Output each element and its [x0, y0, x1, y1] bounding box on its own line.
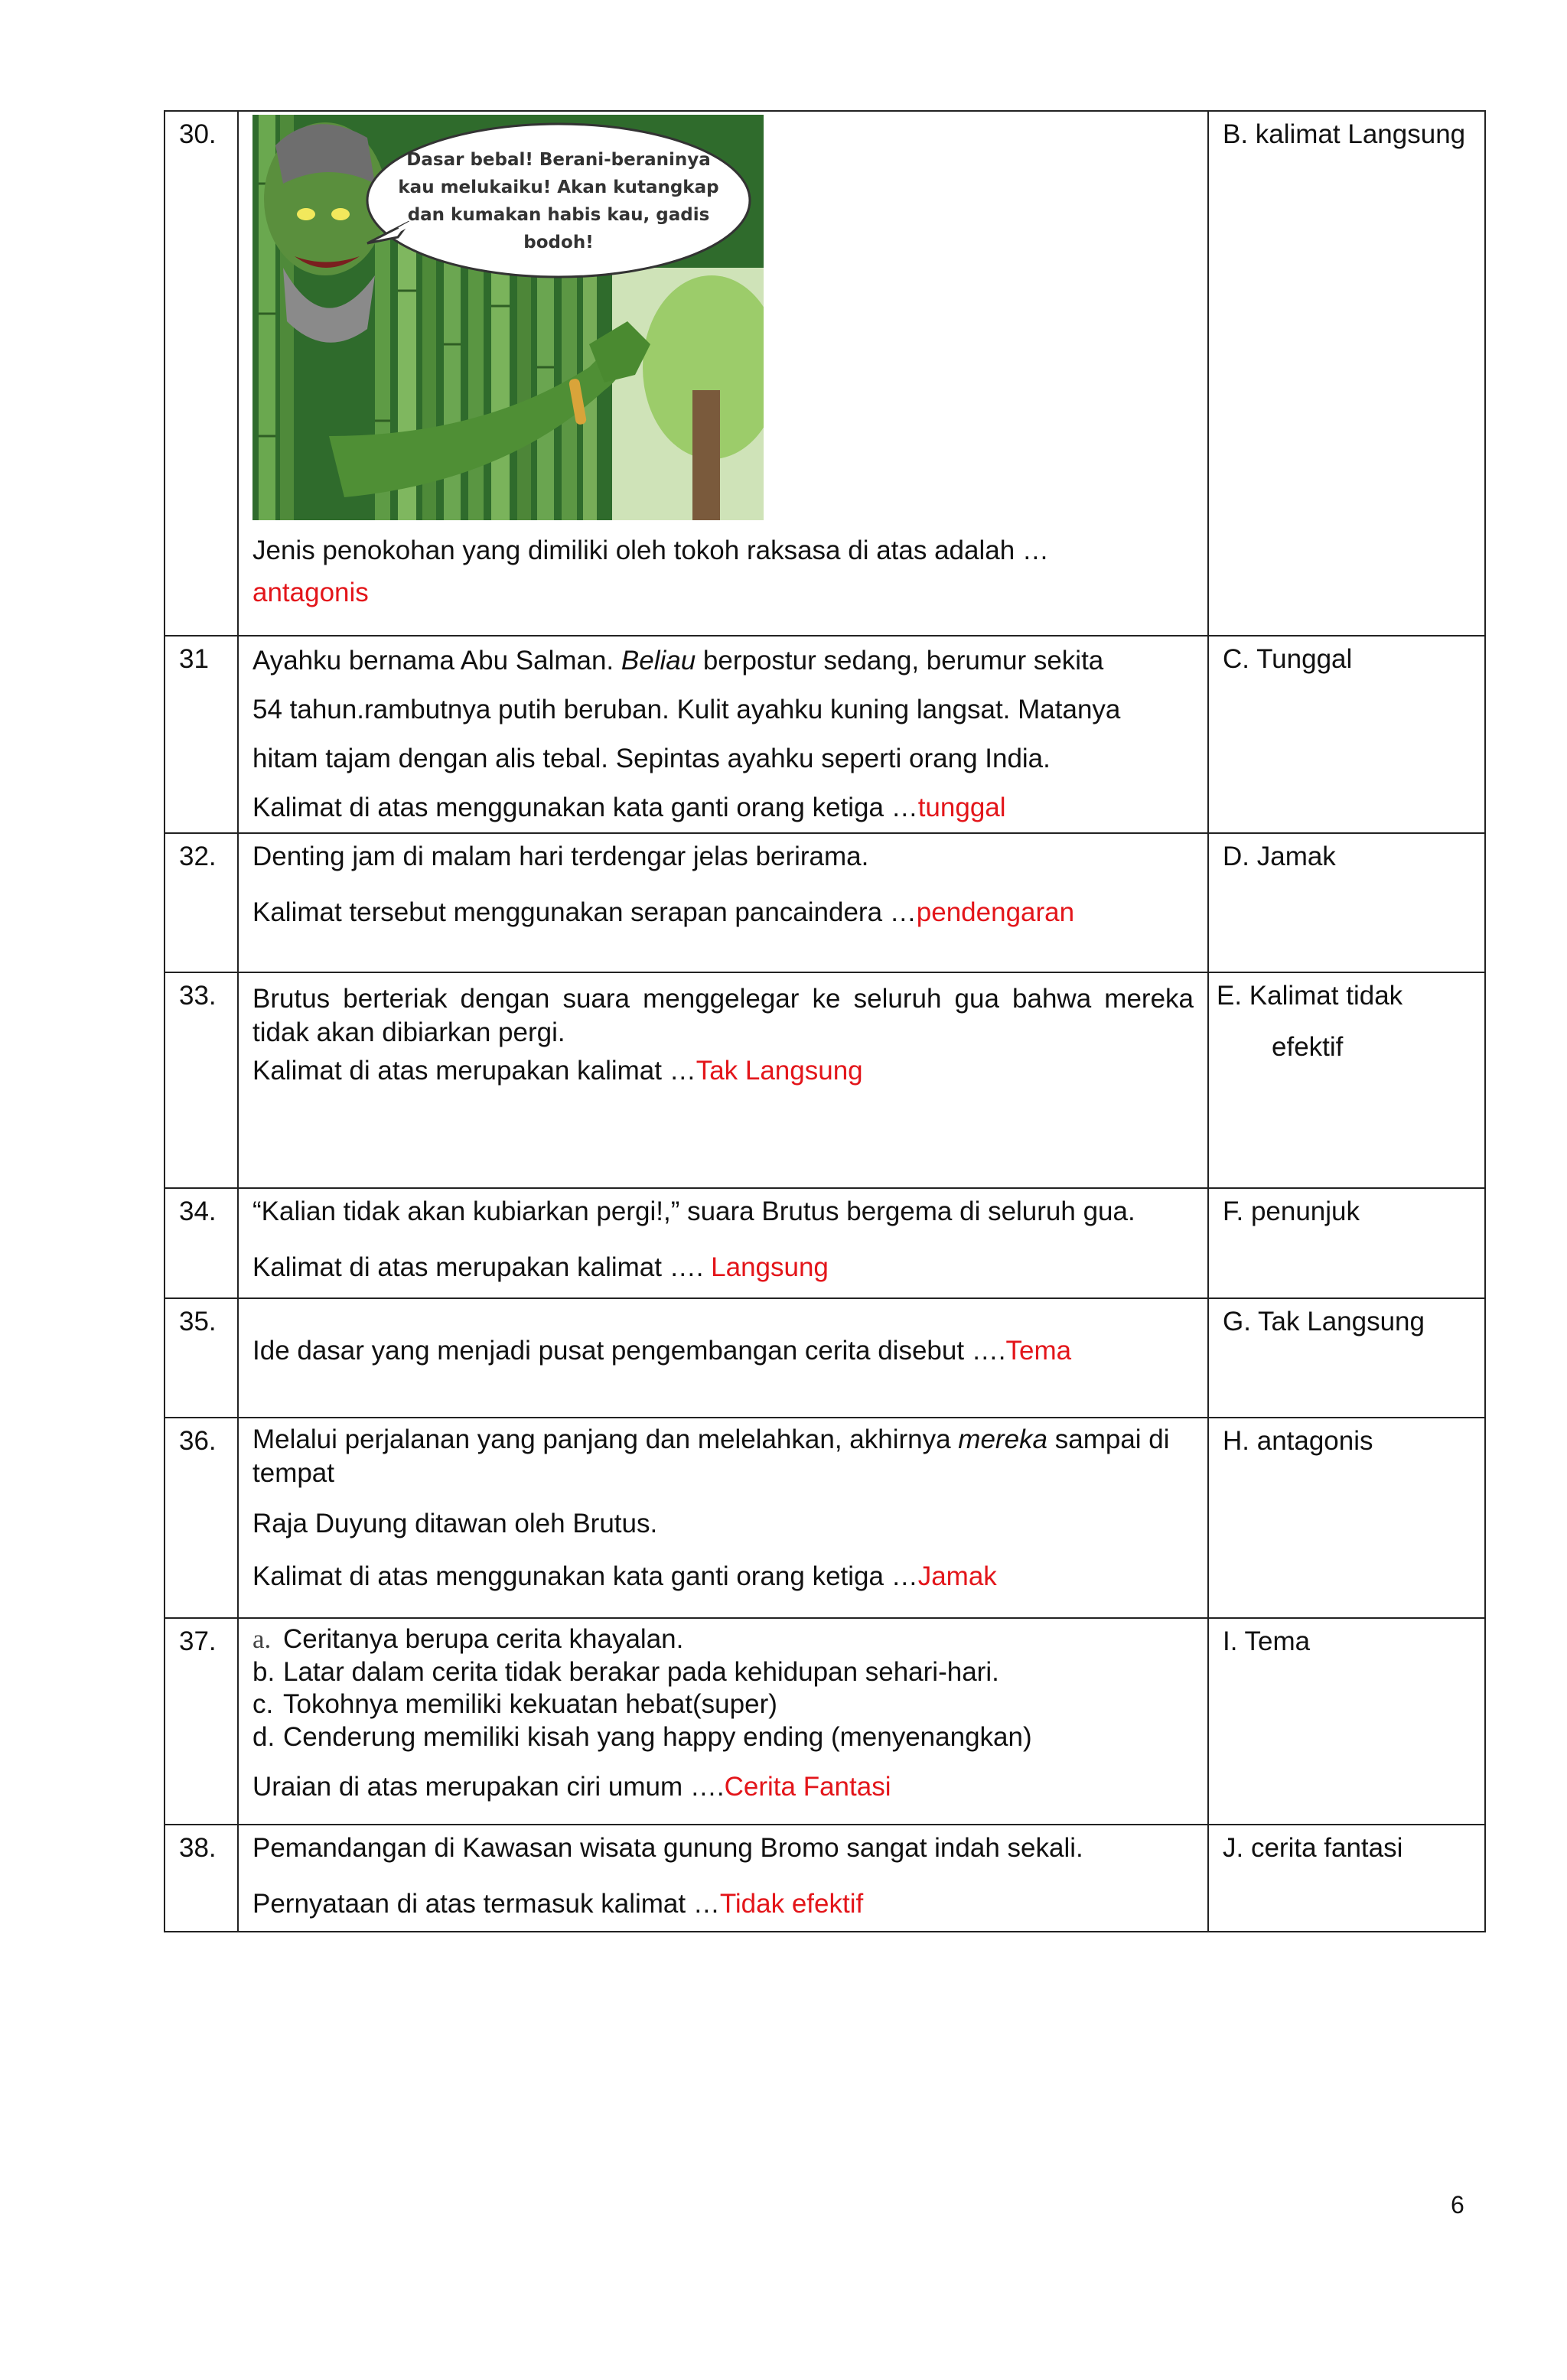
table-row	[165, 1188, 1485, 1298]
answer-text: Tak Langsung	[696, 1055, 863, 1086]
bubble-line: dan kumakan habis kau, gadis	[407, 205, 710, 225]
question-number: 31	[165, 636, 238, 833]
question-text: Kalimat di atas merupakan kalimat …. Langsung	[252, 1252, 829, 1283]
question-cell	[238, 1825, 1208, 1932]
table-row	[165, 636, 1485, 833]
question-text: Kalimat di atas merupakan kalimat …Tak Langsung	[252, 1055, 863, 1086]
answer-text: Jamak	[917, 1561, 997, 1592]
question-number: 35.	[165, 1298, 238, 1418]
bubble-line: kau melukaiku! Akan kutangkap	[398, 177, 719, 197]
list-item: c. Tokohnya memiliki kekuatan hebat(super)	[252, 1689, 777, 1720]
option-label-continued: efektif	[1272, 1032, 1344, 1063]
option-cell: H. antagonis	[1208, 1418, 1485, 1618]
bubble-line: Dasar bebal! Berani-beraninya	[406, 150, 711, 170]
table-row	[165, 1825, 1485, 1932]
answer-text: Tidak efektif	[719, 1889, 864, 1919]
question-text: Jenis penokohan yang dimiliki oleh tokoh raksasa di atas adalah …	[252, 536, 1049, 565]
question-number: 36.	[165, 1418, 238, 1618]
question-number: 30.	[165, 111, 238, 636]
option-cell	[1208, 972, 1485, 1188]
question-cell	[238, 972, 1208, 1188]
table-row	[165, 833, 1485, 972]
passage-line: tempat	[252, 1457, 334, 1488]
characteristics-list	[252, 1623, 1194, 1754]
option-cell: G. Tak Langsung	[1208, 1298, 1485, 1418]
speech-bubble	[367, 124, 750, 277]
question-cell	[238, 1298, 1208, 1418]
question-text: Kalimat tersebut menggunakan serapan pancaindera …pendengaran	[252, 897, 1075, 928]
page-number: 6	[1451, 2191, 1464, 2219]
option-cell: I. Tema	[1208, 1618, 1485, 1825]
comic-illustration	[252, 115, 764, 520]
answer-text: Langsung	[711, 1252, 829, 1283]
question-table	[164, 110, 1486, 1932]
table-row	[165, 1618, 1485, 1825]
option-label: E. Kalimat tidak	[1217, 981, 1403, 1011]
option-cell: D. Jamak	[1208, 833, 1485, 972]
option-cell: B. kalimat Langsung	[1208, 111, 1485, 636]
table-row	[165, 111, 1485, 636]
question-number: 32.	[165, 833, 238, 972]
question-number: 34.	[165, 1188, 238, 1298]
question-number: 33.	[165, 972, 238, 1188]
option-cell: F. penunjuk	[1208, 1188, 1485, 1298]
question-text: Uraian di atas merupakan ciri umum ….Cerita Fantasi	[252, 1771, 891, 1802]
answer-text: tunggal	[917, 793, 1006, 822]
passage-line: Pemandangan di Kawasan wisata gunung Bromo sangat indah sekali.	[252, 1833, 1083, 1863]
question-cell	[238, 1618, 1208, 1825]
answer-text: Tema	[1005, 1336, 1072, 1366]
question-cell	[238, 111, 1208, 636]
question-cell	[238, 636, 1208, 833]
table-row	[165, 1298, 1485, 1418]
table-row	[165, 972, 1485, 1188]
question-text: Kalimat di atas menggunakan kata ganti orang ketiga …tunggal	[252, 793, 1006, 822]
answer-text: antagonis	[252, 578, 369, 608]
list-item: d. Cenderung memiliki kisah yang happy ending (menyenangkan)	[252, 1722, 1032, 1753]
passage-line: 54 tahun.rambutnya putih beruban. Kulit ayahku kuning langsat. Matanya	[252, 695, 1121, 724]
passage-line: hitam tajam dengan alis tebal. Sepintas ayahku seperti orang India.	[252, 744, 1051, 773]
passage-paragraph: Brutus berteriak dengan suara menggelegar ke seluruh gua bahwa mereka tidak akan dibiarkan pergi.	[252, 984, 1194, 1047]
bubble-line: bodoh!	[523, 233, 594, 252]
answer-text: Cerita Fantasi	[724, 1771, 891, 1802]
list-item: b. Latar dalam cerita tidak berakar pada kehidupan sehari-hari.	[252, 1656, 999, 1687]
question-cell	[238, 1188, 1208, 1298]
question-cell	[238, 1418, 1208, 1618]
table-row	[165, 1418, 1485, 1618]
question-text: Kalimat di atas menggunakan kata ganti orang ketiga …Jamak	[252, 1561, 997, 1592]
question-number: 38.	[165, 1825, 238, 1932]
option-cell: J. cerita fantasi	[1208, 1825, 1485, 1932]
question-text: Pernyataan di atas termasuk kalimat …Tidak efektif	[252, 1889, 864, 1919]
question-cell	[238, 833, 1208, 972]
list-item: a. Ceritanya berupa cerita khayalan.	[252, 1624, 684, 1654]
passage-line: Ayahku bernama Abu Salman. Beliau berpostur sedang, berumur sekita	[252, 646, 1104, 676]
passage-line: “Kalian tidak akan kubiarkan pergi!,” suara Brutus bergema di seluruh gua.	[252, 1197, 1135, 1226]
question-number: 37.	[165, 1618, 238, 1825]
question-text: Ide dasar yang menjadi pusat pengembangan cerita disebut ….Tema	[252, 1336, 1072, 1366]
answer-text: pendengaran	[916, 897, 1075, 928]
passage-line: Raja Duyung ditawan oleh Brutus.	[252, 1508, 658, 1538]
option-cell: C. Tunggal	[1208, 636, 1485, 833]
passage-line: Denting jam di malam hari terdengar jelas berirama.	[252, 842, 869, 871]
passage-line: Melalui perjalanan yang panjang dan melelahkan, akhirnya mereka sampai di	[252, 1424, 1170, 1454]
